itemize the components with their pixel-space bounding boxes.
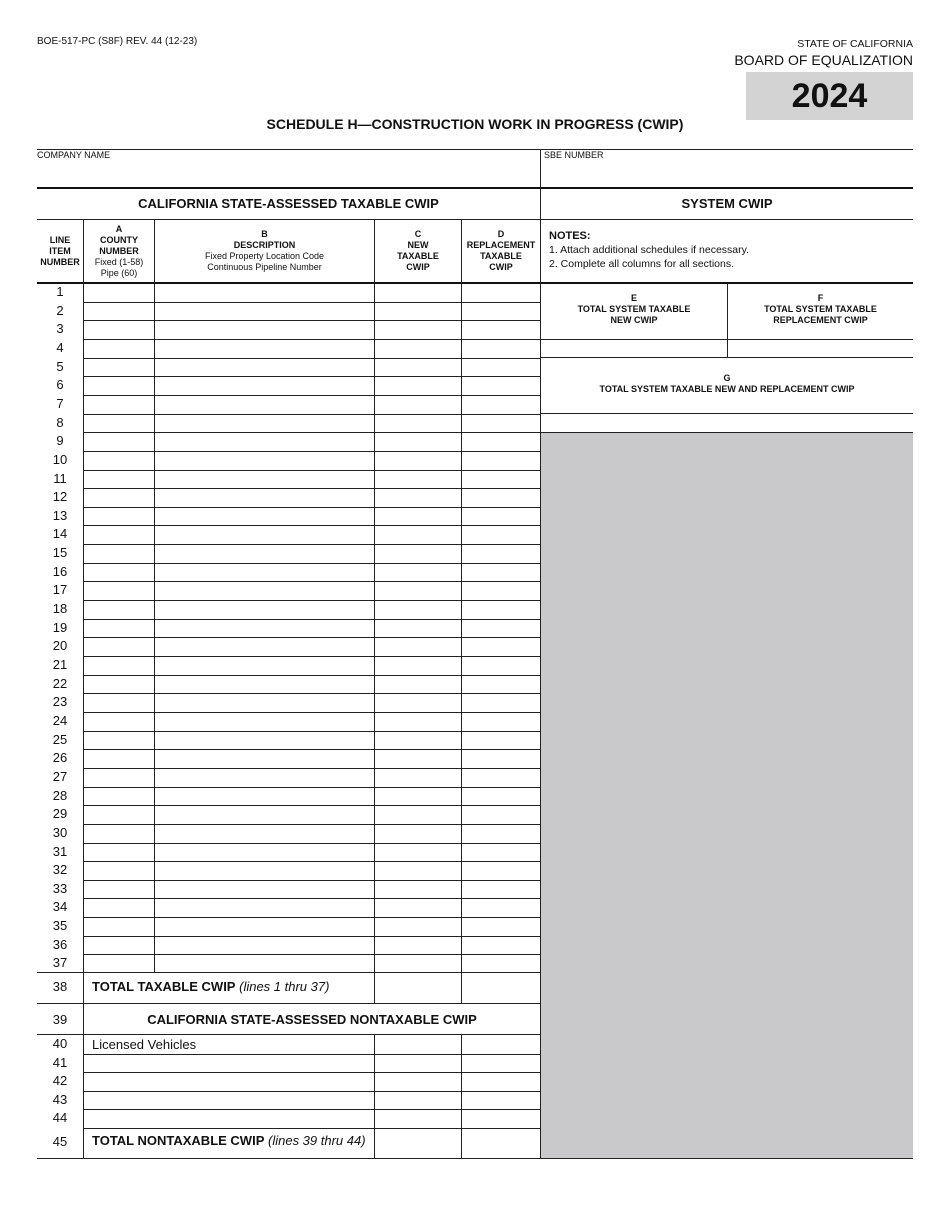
replacement-taxable-field[interactable]	[462, 676, 540, 694]
replacement-taxable-field[interactable]	[462, 433, 540, 451]
description-field[interactable]	[155, 359, 374, 377]
divider	[83, 824, 540, 825]
description-field[interactable]	[155, 415, 374, 433]
new-taxable-field[interactable]	[375, 415, 461, 433]
divider	[83, 358, 540, 359]
total-taxable-new-field[interactable]	[375, 973, 461, 1003]
shaded-area	[541, 433, 913, 1158]
replacement-taxable-field[interactable]	[462, 862, 540, 880]
replacement-taxable-field[interactable]	[462, 806, 540, 824]
replacement-taxable-field[interactable]	[462, 396, 540, 414]
new-taxable-field[interactable]	[375, 713, 461, 731]
column-d-header: D REPLACEMENT TAXABLE CWIP	[466, 229, 536, 272]
new-taxable-field[interactable]	[375, 862, 461, 880]
column-e-header: E TOTAL SYSTEM TAXABLE NEW CWIP	[577, 293, 691, 325]
description-field[interactable]	[155, 918, 374, 936]
description-field[interactable]	[155, 806, 374, 824]
replacement-taxable-field[interactable]	[462, 377, 540, 395]
replacement-taxable-field[interactable]	[462, 769, 540, 787]
taxable-section-header: CALIFORNIA STATE-ASSESSED TAXABLE CWIP	[138, 196, 439, 211]
column-a-header: A COUNTY NUMBER Fixed (1-58) Pipe (60)	[94, 223, 144, 278]
replacement-taxable-field[interactable]	[462, 601, 540, 619]
description-field[interactable]	[155, 620, 374, 638]
new-taxable-field[interactable]	[375, 657, 461, 675]
new-taxable-field[interactable]	[375, 564, 461, 582]
new-taxable-field[interactable]	[375, 396, 461, 414]
new-taxable-field[interactable]	[375, 881, 461, 899]
nontaxable-section-header: CALIFORNIA STATE-ASSESSED NONTAXABLE CWIP	[147, 1011, 477, 1027]
nontaxable-new-field[interactable]	[375, 1092, 461, 1110]
description-field[interactable]	[155, 862, 374, 880]
line-number: 40	[52, 1036, 68, 1051]
county-number-field[interactable]	[84, 340, 154, 358]
company-name-field[interactable]	[37, 162, 540, 186]
description-field[interactable]	[155, 937, 374, 955]
new-taxable-field[interactable]	[375, 694, 461, 712]
county-number-field[interactable]	[84, 694, 154, 712]
description-field[interactable]	[155, 750, 374, 768]
line-number: 39	[52, 1012, 68, 1027]
total-system-new-field[interactable]	[541, 340, 727, 357]
county-number-field[interactable]	[84, 359, 154, 377]
description-field[interactable]	[155, 471, 374, 489]
divider	[83, 525, 540, 526]
replacement-taxable-field[interactable]	[462, 937, 540, 955]
description-field[interactable]	[155, 452, 374, 470]
total-system-combined-field[interactable]	[541, 414, 913, 432]
new-taxable-field[interactable]	[375, 340, 461, 358]
new-taxable-field[interactable]	[375, 769, 461, 787]
county-number-field[interactable]	[84, 508, 154, 526]
line-number: 42	[52, 1073, 68, 1089]
description-field[interactable]	[155, 489, 374, 507]
description-field[interactable]	[155, 676, 374, 694]
note-item: 1. Attach additional schedules if necessary.	[549, 244, 750, 256]
new-taxable-field[interactable]	[375, 844, 461, 862]
divider	[83, 693, 540, 694]
divider	[83, 880, 540, 881]
line-number: 26	[52, 750, 68, 766]
divider	[83, 339, 540, 340]
replacement-taxable-field[interactable]	[462, 321, 540, 339]
county-number-field[interactable]	[84, 899, 154, 917]
county-number-field[interactable]	[84, 284, 154, 302]
county-number-field[interactable]	[84, 806, 154, 824]
column-g-header: G TOTAL SYSTEM TAXABLE NEW AND REPLACEMENT CWIP	[599, 373, 855, 394]
new-taxable-field[interactable]	[375, 489, 461, 507]
column-f-header: F TOTAL SYSTEM TAXABLE REPLACEMENT CWIP	[764, 293, 877, 325]
replacement-taxable-field[interactable]	[462, 713, 540, 731]
new-taxable-field[interactable]	[375, 601, 461, 619]
line-number: 29	[52, 806, 68, 822]
county-number-field[interactable]	[84, 881, 154, 899]
line-number: 13	[52, 507, 68, 523]
divider	[83, 544, 540, 545]
county-number-field[interactable]	[84, 396, 154, 414]
line-number: 6	[56, 377, 64, 393]
form-number: BOE-517-PC (S8F) REV. 44 (12-23)	[37, 36, 198, 47]
notes	[549, 229, 749, 271]
divider	[83, 787, 540, 788]
new-taxable-field[interactable]	[375, 284, 461, 302]
divider	[83, 731, 540, 732]
divider	[83, 581, 540, 582]
replacement-taxable-field[interactable]	[462, 526, 540, 544]
line-number: 25	[52, 731, 68, 747]
divider	[83, 488, 540, 489]
system-section-header: SYSTEM CWIP	[681, 196, 773, 211]
new-taxable-field[interactable]	[375, 303, 461, 321]
divider	[83, 376, 540, 377]
state-label: STATE OF CALIFORNIA	[797, 38, 913, 50]
county-number-field[interactable]	[84, 545, 154, 563]
line-number: 34	[52, 899, 68, 915]
new-taxable-field[interactable]	[375, 750, 461, 768]
description-field[interactable]	[155, 825, 374, 843]
line-number: 14	[52, 526, 68, 542]
description-field[interactable]	[155, 881, 374, 899]
divider	[83, 656, 540, 657]
county-number-field[interactable]	[84, 750, 154, 768]
county-number-field[interactable]	[84, 415, 154, 433]
total-nontaxable-new-field[interactable]	[375, 1128, 461, 1158]
description-field[interactable]	[155, 545, 374, 563]
divider	[83, 712, 540, 713]
line-number: 20	[52, 638, 68, 654]
divider	[37, 149, 913, 150]
divider	[37, 1034, 540, 1035]
new-taxable-field[interactable]	[375, 788, 461, 806]
county-number-field[interactable]	[84, 918, 154, 936]
replacement-taxable-field[interactable]	[462, 620, 540, 638]
description-field[interactable]	[155, 899, 374, 917]
divider	[83, 320, 540, 321]
county-number-field[interactable]	[84, 601, 154, 619]
line-number: 24	[52, 712, 68, 728]
divider	[83, 600, 540, 601]
sbe-number-label: SBE NUMBER	[544, 150, 604, 160]
line-number: 15	[52, 545, 68, 561]
line-number: 2	[56, 302, 64, 318]
divider	[83, 563, 540, 564]
divider	[83, 395, 540, 396]
description-field[interactable]	[155, 396, 374, 414]
divider	[83, 936, 540, 937]
replacement-taxable-field[interactable]	[462, 918, 540, 936]
new-taxable-field[interactable]	[375, 620, 461, 638]
new-taxable-field[interactable]	[375, 433, 461, 451]
notes-heading: NOTES:	[549, 230, 591, 242]
line-number: 19	[52, 619, 68, 635]
divider	[83, 507, 540, 508]
description-field[interactable]	[155, 732, 374, 750]
divider	[83, 954, 540, 955]
replacement-taxable-field[interactable]	[462, 303, 540, 321]
replacement-taxable-field[interactable]	[462, 489, 540, 507]
column-c-header: C NEW TAXABLE CWIP	[397, 229, 439, 272]
county-number-field[interactable]	[84, 526, 154, 544]
line-number: 5	[56, 358, 64, 374]
new-taxable-field[interactable]	[375, 937, 461, 955]
description-field[interactable]	[155, 433, 374, 451]
replacement-taxable-field[interactable]	[462, 881, 540, 899]
new-taxable-field[interactable]	[375, 321, 461, 339]
nontaxable-replacement-field[interactable]	[462, 1073, 540, 1091]
line-number: 27	[52, 768, 68, 784]
total-system-replacement-field[interactable]	[728, 340, 913, 357]
county-number-field[interactable]	[84, 433, 154, 451]
county-number-field[interactable]	[84, 452, 154, 470]
new-taxable-field[interactable]	[375, 582, 461, 600]
new-taxable-field[interactable]	[375, 508, 461, 526]
divider	[83, 917, 540, 918]
divider	[83, 451, 540, 452]
replacement-taxable-field[interactable]	[462, 694, 540, 712]
nontaxable-new-field[interactable]	[375, 1110, 461, 1128]
description-field[interactable]	[155, 694, 374, 712]
nontaxable-replacement-field[interactable]	[462, 1110, 540, 1128]
nontaxable-replacement-field[interactable]	[462, 1055, 540, 1073]
description-field[interactable]	[155, 340, 374, 358]
county-number-field[interactable]	[84, 732, 154, 750]
replacement-taxable-field[interactable]	[462, 508, 540, 526]
description-field[interactable]	[155, 284, 374, 302]
tax-year: 2024	[746, 72, 913, 120]
county-number-field[interactable]	[84, 377, 154, 395]
replacement-taxable-field[interactable]	[462, 638, 540, 656]
description-field[interactable]	[155, 769, 374, 787]
replacement-taxable-field[interactable]	[462, 732, 540, 750]
line-number: 35	[52, 918, 68, 934]
divider	[83, 302, 540, 303]
replacement-taxable-field[interactable]	[462, 825, 540, 843]
replacement-taxable-field[interactable]	[462, 340, 540, 358]
divider	[83, 768, 540, 769]
note-item: 2. Complete all columns for all sections.	[549, 258, 734, 270]
description-field[interactable]	[155, 303, 374, 321]
divider	[83, 861, 540, 862]
new-taxable-field[interactable]	[375, 359, 461, 377]
divider	[83, 637, 540, 638]
line-number: 16	[52, 563, 68, 579]
line-number: 18	[52, 601, 68, 617]
nontaxable-replacement-field[interactable]	[462, 1036, 540, 1054]
description-field[interactable]	[155, 582, 374, 600]
county-number-field[interactable]	[84, 471, 154, 489]
divider	[83, 619, 540, 620]
line-number: 45	[52, 1134, 68, 1149]
county-number-field[interactable]	[84, 788, 154, 806]
description-field[interactable]	[155, 321, 374, 339]
divider	[37, 1158, 913, 1159]
divider	[83, 414, 540, 415]
divider	[83, 675, 540, 676]
new-taxable-field[interactable]	[375, 825, 461, 843]
new-taxable-field[interactable]	[375, 377, 461, 395]
county-number-field[interactable]	[84, 489, 154, 507]
county-number-field[interactable]	[84, 582, 154, 600]
divider	[83, 898, 540, 899]
replacement-taxable-field[interactable]	[462, 359, 540, 377]
line-number: 12	[52, 489, 68, 505]
nontaxable-new-field[interactable]	[375, 1036, 461, 1054]
description-field[interactable]	[155, 788, 374, 806]
line-number: 10	[52, 451, 68, 467]
nontaxable-new-field[interactable]	[375, 1055, 461, 1073]
line-number: 28	[52, 787, 68, 803]
county-number-field[interactable]	[84, 321, 154, 339]
line-number: 38	[52, 979, 68, 994]
description-field[interactable]	[155, 713, 374, 731]
line-number: 23	[52, 694, 68, 710]
line-number: 7	[56, 395, 64, 411]
divider	[83, 805, 540, 806]
divider	[83, 749, 540, 750]
total-nontaxable-replacement-field[interactable]	[462, 1128, 540, 1158]
new-taxable-field[interactable]	[375, 732, 461, 750]
description-field[interactable]	[155, 844, 374, 862]
divider	[540, 149, 541, 187]
line-number: 44	[52, 1110, 68, 1126]
divider	[541, 357, 913, 358]
divider	[83, 843, 540, 844]
county-number-field[interactable]	[84, 564, 154, 582]
replacement-taxable-field[interactable]	[462, 788, 540, 806]
replacement-taxable-field[interactable]	[462, 657, 540, 675]
line-number: 31	[52, 843, 68, 859]
replacement-taxable-field[interactable]	[462, 545, 540, 563]
line-number: 36	[52, 936, 68, 952]
total-nontaxable-label: TOTAL NONTAXABLE CWIP (lines 39 thru 44)	[92, 1133, 366, 1148]
replacement-taxable-field[interactable]	[462, 582, 540, 600]
new-taxable-field[interactable]	[375, 638, 461, 656]
divider	[83, 432, 540, 433]
nontaxable-new-field[interactable]	[375, 1073, 461, 1091]
replacement-taxable-field[interactable]	[462, 955, 540, 973]
divider	[83, 470, 540, 471]
replacement-taxable-field[interactable]	[462, 844, 540, 862]
county-number-field[interactable]	[84, 303, 154, 321]
description-field[interactable]	[155, 955, 374, 973]
new-taxable-field[interactable]	[375, 955, 461, 973]
county-number-field[interactable]	[84, 769, 154, 787]
company-name-label: COMPANY NAME	[37, 150, 111, 160]
county-number-field[interactable]	[84, 676, 154, 694]
line-number: 30	[52, 824, 68, 840]
description-field[interactable]	[155, 638, 374, 656]
replacement-taxable-field[interactable]	[462, 284, 540, 302]
description-field[interactable]	[155, 564, 374, 582]
line-number: 11	[53, 470, 67, 486]
county-number-field[interactable]	[84, 955, 154, 973]
county-number-field[interactable]	[84, 844, 154, 862]
line-number: 17	[52, 582, 68, 598]
line-number: 8	[56, 414, 64, 430]
new-taxable-field[interactable]	[375, 471, 461, 489]
new-taxable-field[interactable]	[375, 806, 461, 824]
replacement-taxable-field[interactable]	[462, 452, 540, 470]
county-number-field[interactable]	[84, 657, 154, 675]
total-taxable-replacement-field[interactable]	[462, 973, 540, 1003]
county-number-field[interactable]	[84, 825, 154, 843]
replacement-taxable-field[interactable]	[462, 471, 540, 489]
replacement-taxable-field[interactable]	[462, 564, 540, 582]
board-label: BOARD OF EQUALIZATION	[734, 52, 913, 68]
line-number: 3	[56, 321, 64, 337]
new-taxable-field[interactable]	[375, 676, 461, 694]
line-number: 9	[56, 433, 64, 449]
line-number: 37	[52, 955, 68, 971]
total-taxable-label: TOTAL TAXABLE CWIP (lines 1 thru 37)	[92, 979, 330, 994]
description-field[interactable]	[155, 657, 374, 675]
new-taxable-field[interactable]	[375, 918, 461, 936]
line-number: 1	[56, 284, 64, 299]
nontaxable-replacement-field[interactable]	[462, 1092, 540, 1110]
description-field[interactable]	[155, 508, 374, 526]
county-number-field[interactable]	[84, 713, 154, 731]
county-number-field[interactable]	[84, 638, 154, 656]
line-number: 41	[52, 1054, 68, 1070]
new-taxable-field[interactable]	[375, 526, 461, 544]
line-number: 43	[52, 1091, 68, 1107]
replacement-taxable-field[interactable]	[462, 750, 540, 768]
new-taxable-field[interactable]	[375, 545, 461, 563]
new-taxable-field[interactable]	[375, 899, 461, 917]
line-item-column-header: LINE ITEM NUMBER	[40, 234, 80, 267]
description-field[interactable]	[155, 377, 374, 395]
replacement-taxable-field[interactable]	[462, 899, 540, 917]
line-number: 21	[52, 657, 68, 672]
county-number-field[interactable]	[84, 937, 154, 955]
page-title: SCHEDULE H—CONSTRUCTION WORK IN PROGRESS (CWIP)	[266, 116, 684, 132]
description-field[interactable]	[155, 601, 374, 619]
column-b-header: B DESCRIPTION Fixed Property Location Code Continuous Pipeline Number	[204, 229, 325, 272]
sbe-number-field[interactable]	[544, 162, 913, 186]
replacement-taxable-field[interactable]	[462, 415, 540, 433]
line-number: 4	[56, 339, 64, 355]
county-number-field[interactable]	[84, 620, 154, 638]
new-taxable-field[interactable]	[375, 452, 461, 470]
line-number: 33	[52, 880, 68, 896]
county-number-field[interactable]	[84, 862, 154, 880]
description-field[interactable]	[155, 526, 374, 544]
line-number: 32	[52, 862, 68, 878]
line-number: 22	[52, 675, 68, 691]
nontaxable-item-label[interactable]: Licensed Vehicles	[92, 1037, 197, 1052]
